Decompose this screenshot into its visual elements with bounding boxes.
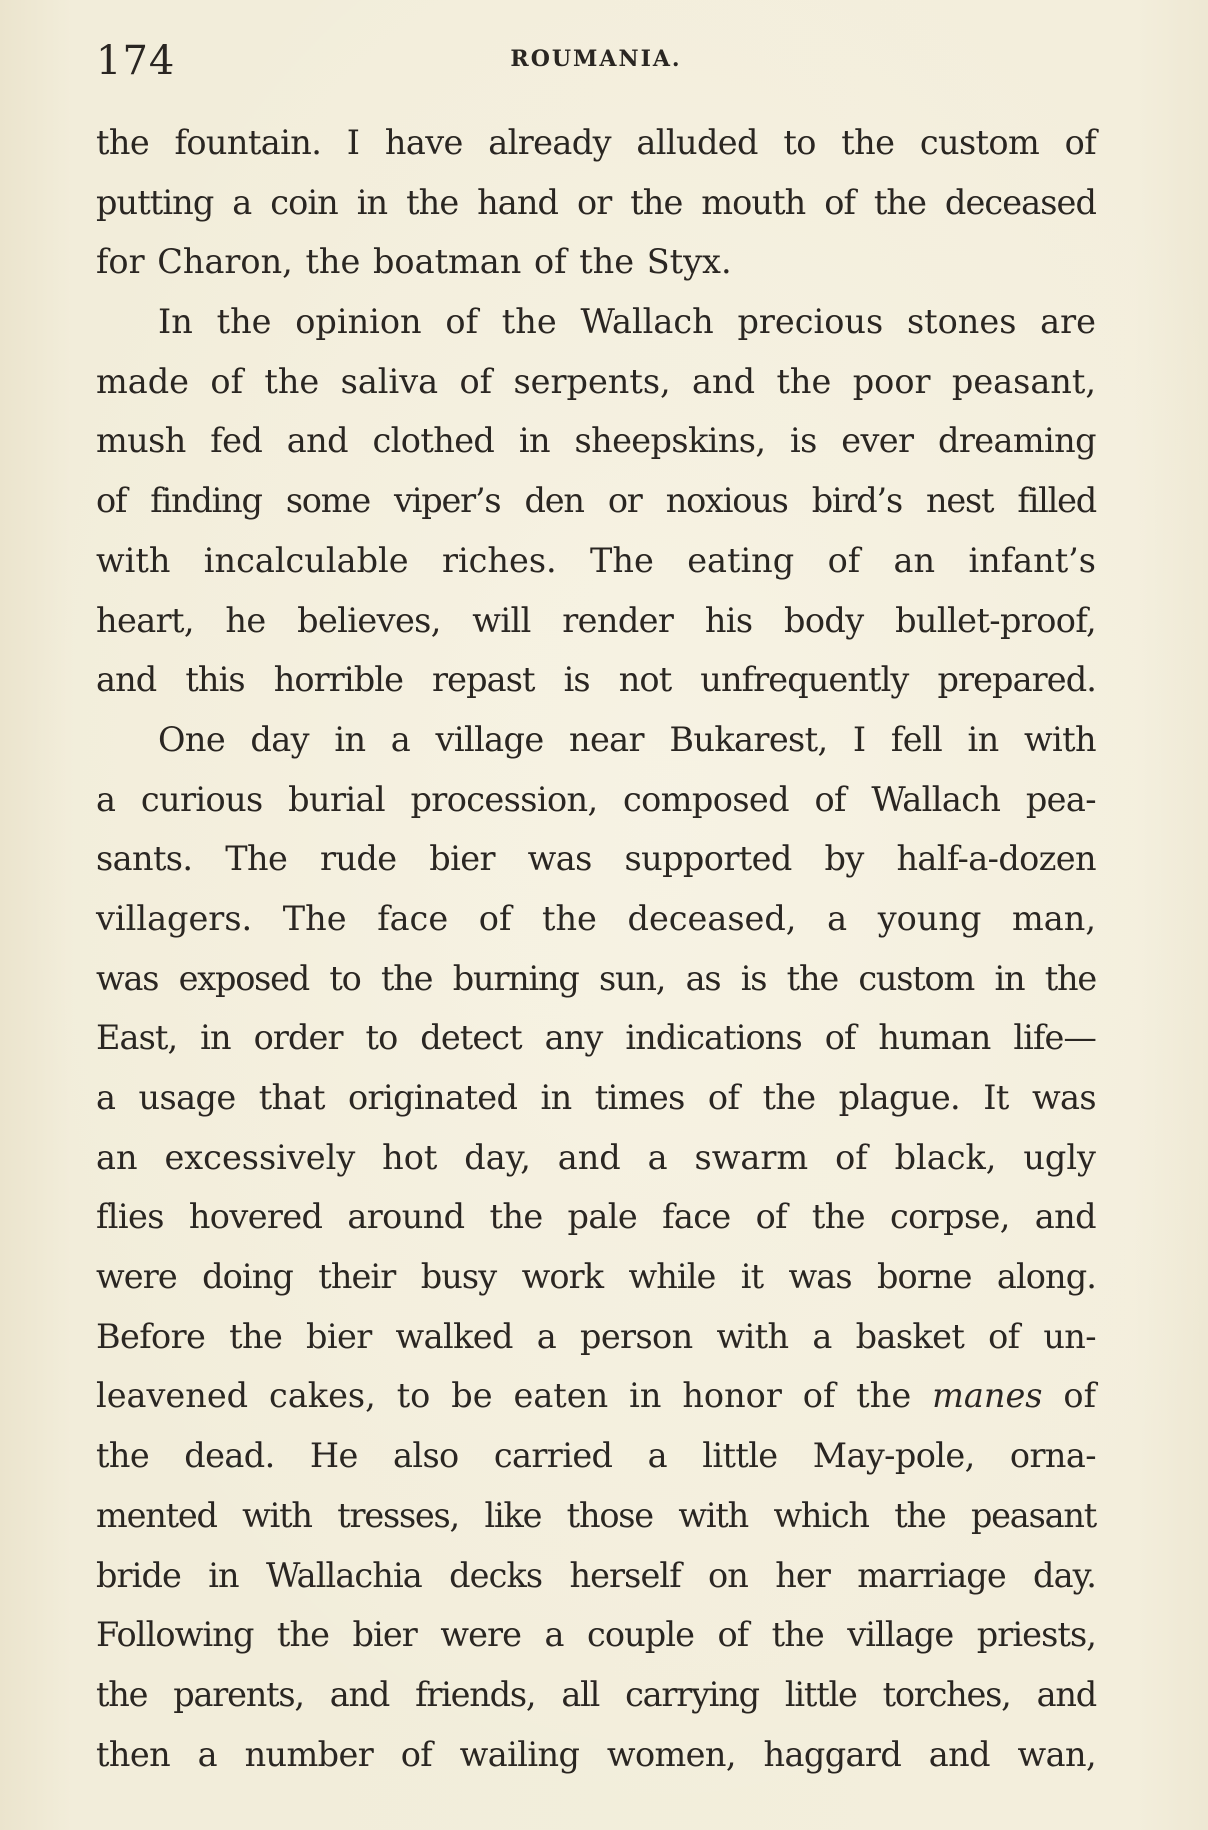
text-line: an excessively hot day, and a swarm of black, ugly: [96, 1137, 1096, 1177]
text-line: In the opinion of the Wallach precious stones are: [158, 302, 1096, 342]
text-line: villagers. The face of the deceased, a young man,: [96, 898, 1096, 938]
text-line: a usage that originated in times of the plague. It was: [96, 1078, 1096, 1117]
text-line-mixed: [96, 1366, 1096, 1426]
text-line: the parents, and friends, all carrying little torches, and: [96, 1674, 1096, 1714]
italic-word: manes: [932, 1376, 1043, 1416]
text-line: was exposed to the burning sun, as is the custom in the: [96, 958, 1096, 998]
text-segment: of: [1063, 1376, 1096, 1416]
text-line: heart, he believes, will render his body bullet-proof,: [96, 600, 1096, 640]
text-line: Before the bier walked a person with a basket of un-: [96, 1316, 1096, 1356]
running-head: [96, 38, 1096, 88]
text-line: East, in order to detect any indications of human life—: [96, 1018, 1096, 1058]
body-text: [96, 113, 1096, 1784]
text-line: putting a coin in the hand or the mouth of the deceased: [96, 182, 1096, 222]
text-line: and this horrible repast is not unfrequently prepared.: [96, 660, 1096, 700]
text-line: mush fed and clothed in sheepskins, is ever dreaming: [96, 421, 1096, 461]
page-number: 174: [96, 38, 176, 84]
text-line: were doing their busy work while it was borne along.: [96, 1257, 1096, 1297]
text-line: flies hovered around the pale face of the corpse, and: [96, 1197, 1096, 1237]
text-line: made of the saliva of serpents, and the poor peasant,: [96, 361, 1096, 401]
text-line: a curious burial procession, composed of Wallach pea-: [96, 779, 1096, 819]
text-segment: leavened cakes, to be eaten in honor of the: [96, 1376, 912, 1416]
text-line: then a number of wailing women, haggard and wan,: [96, 1734, 1096, 1774]
text-line: mented with tresses, like those with which the peasant: [96, 1495, 1096, 1535]
text-line: One day in a village near Bukarest, I fell in with: [158, 719, 1096, 759]
text-line: with incalculable riches. The eating of an infant’s: [96, 540, 1096, 580]
text-line: sants. The rude bier was supported by half-a-dozen: [96, 839, 1096, 879]
text-line: of finding some viper’s den or noxious bird’s nest filled: [96, 481, 1096, 521]
text-line: the dead. He also carried a little May-pole, orna-: [96, 1436, 1096, 1476]
running-title: ROUMANIA.: [510, 46, 682, 72]
text-line: Following the bier were a couple of the village priests,: [96, 1615, 1096, 1655]
text-line: for Charon, the boatman of the Styx.: [96, 242, 732, 282]
text-line: bride in Wallachia decks herself on her marriage day.: [96, 1555, 1096, 1595]
text-line: the fountain. I have already alluded to the custom of: [96, 123, 1096, 162]
